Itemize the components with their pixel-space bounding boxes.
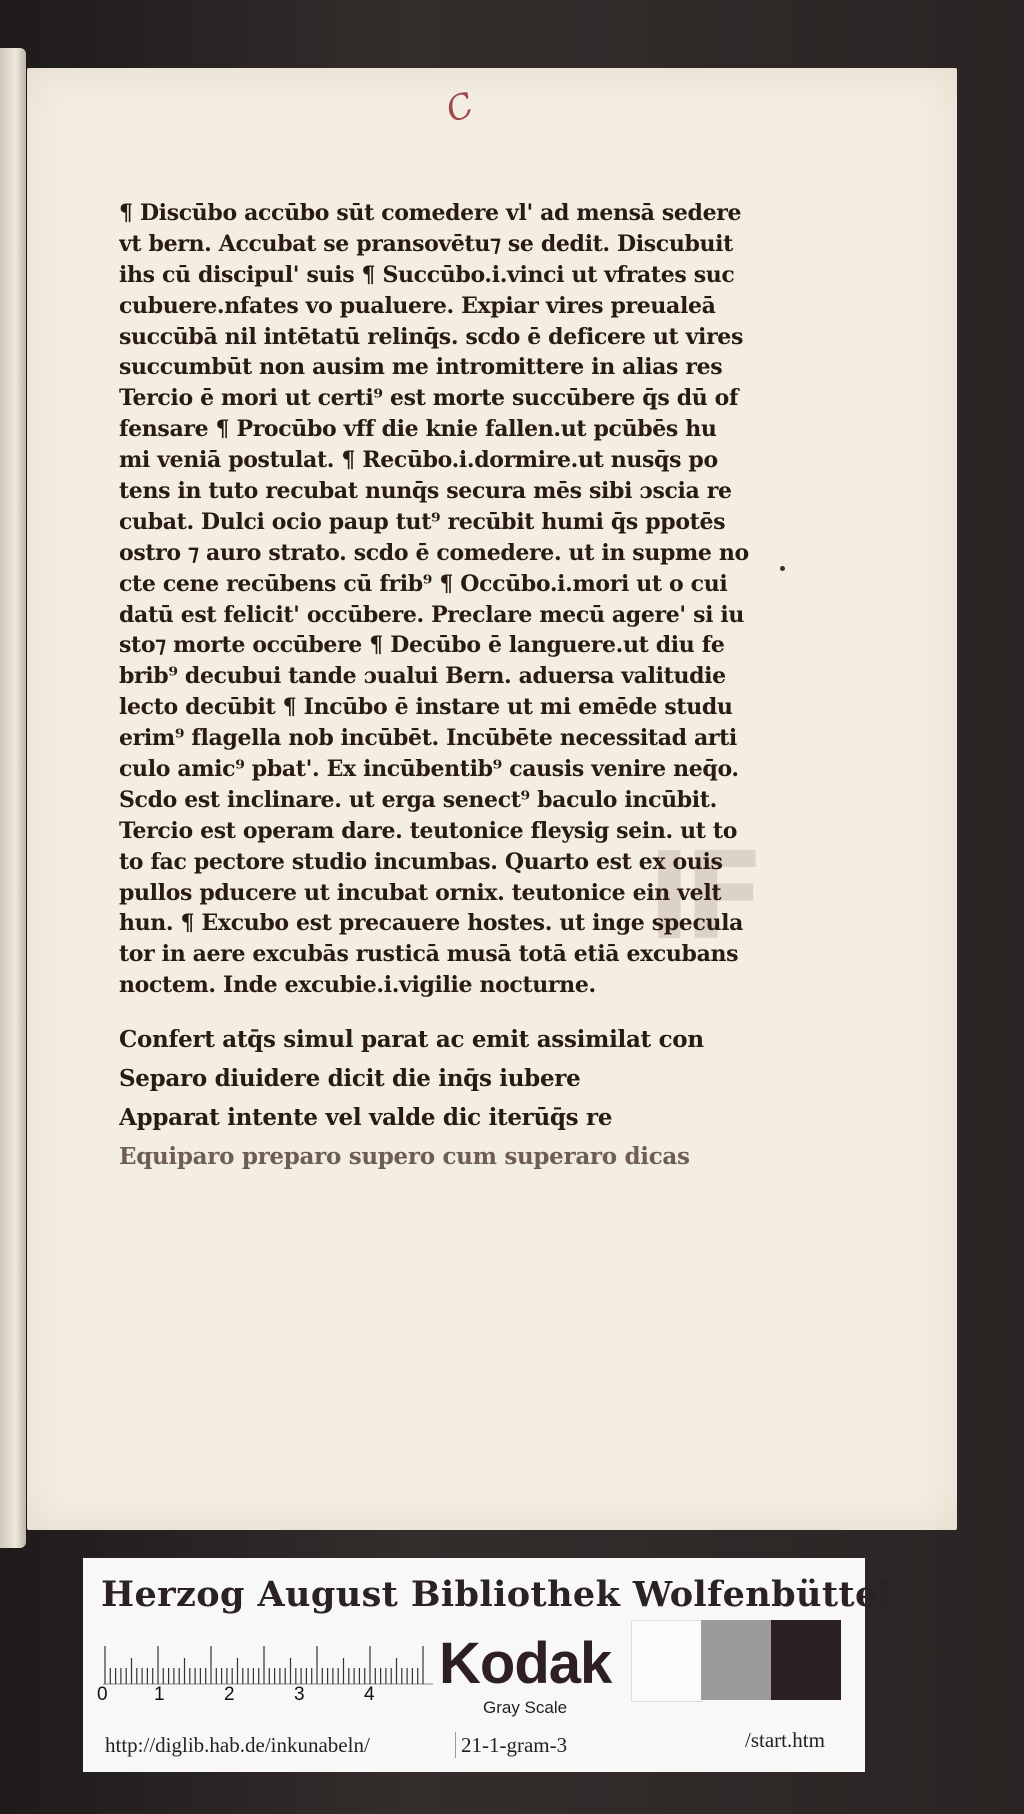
ink-speck [780,566,785,571]
text-line: Tercio est operam dare. teutonice fleysig sein. ut to [119,817,738,844]
url-divider [455,1732,456,1758]
black-patch [771,1620,841,1700]
ruler-number: 4 [364,1684,375,1705]
folio-mark: C [440,84,480,132]
verse-block [119,1020,759,1176]
kodak-logo: Kodak [439,1631,612,1696]
text-line: culo amic⁹ pbat'. Ex incūbentib⁹ causis venire neq̄o. [119,756,739,783]
text-line: brib⁹ decubui tande ɔualui Bern. aduersa valitudie [119,663,726,690]
text-line: lecto decūbit ¶ Incūbo ē instare ut mi emēde studu [119,694,733,721]
library-name: Herzog August Bibliothek Wolfenbüttel [101,1574,892,1615]
ruler-number: 1 [154,1684,165,1705]
text-line: tor in aere excubās rusticā musā totā etiā excubans [119,941,739,968]
text-line: cubuere.nfates vo pualuere. Expiar vires preualeā [119,292,716,319]
verse-line: Apparat intente vel valde dic iterūq̄s re [119,1104,613,1131]
ruler-numbers [97,1684,397,1708]
color-target-card [83,1558,892,1772]
text-line: hun. ¶ Excubo est precauere hostes. ut inge specula [119,910,744,937]
verse-line: Separo diuidere dicit die inq̄s iubere [119,1065,581,1092]
ruler-scale [103,1633,433,1685]
ruler-number: 3 [294,1684,305,1705]
text-line: Tercio ē mori ut certi⁹ est morte succūbere q̄s dū of [119,385,739,412]
gray-patch [701,1620,771,1700]
verse-line: Equiparo preparo supero cum superaro dicas [119,1143,690,1170]
archive-url: http://diglib.hab.de/inkunabeln/ [105,1733,370,1757]
text-line: succumbūt non ausim me intromittere in alias res [119,354,723,381]
white-patch [631,1620,703,1702]
adjacent-page-edge [0,48,26,1548]
text-line: fensare ¶ Procūbo vff die knie fallen.ut pcūbēs hu [119,416,717,443]
text-line: vt bern. Accubat se pransovētu⁊ se dedit. Discubuit [119,230,733,257]
ruler-number: 2 [224,1684,235,1705]
text-line: ihs cū discipul' suis ¶ Succūbo.i.vinci ut vfrates suc [119,261,735,288]
text-line: cubat. Dulci ocio paup tut⁹ recūbit humi q̄s ppotēs [119,508,726,535]
text-line: ¶ Discūbo accūbo sūt comedere vl' ad mensā sedere [119,200,742,226]
start-page-path: /start.htm [745,1728,825,1752]
text-line: cte cene recūbens cū frib⁹ ¶ Occūbo.i.mori ut o cui [119,570,728,597]
text-line: ostro ⁊ auro strato. scdo ē comedere. ut in supme no [119,539,749,566]
text-line: tens in tuto recubat nunq̄s secura mēs sibi ɔscia re [119,478,732,505]
text-line: Scdo est inclinare. ut erga senect⁹ baculo incūbit. [119,786,717,813]
shelf-signature: 21-1-gram-3 [461,1733,568,1757]
text-line: mi veniā postulat. ¶ Recūbo.i.dormire.ut nusq̄s po [119,447,718,474]
gloss-text-block [119,198,769,1001]
text-line: datū est felicit' occūbere. Preclare mecū agere' si iu [119,601,745,628]
text-line: erim⁹ flagella nob incūbēt. Incūbēte necessitad arti [119,725,737,752]
ruler-number: 0 [97,1684,108,1705]
gray-scale-label: Gray Scale [483,1698,568,1717]
text-line: succūbā nil intētatū relinq̄s. scdo ē deficere ut vires [119,323,743,350]
text-line: sto⁊ morte occūbere ¶ Decūbo ē languere.ut diu fe [119,632,725,659]
manuscript-page [27,68,957,1530]
show-through-ink: IF [647,828,758,967]
text-line: noctem. Inde excubie.i.vigilie nocturne. [119,972,596,999]
text-line: pullos pducere ut incubat ornix. teutonice ein velt [119,879,722,906]
text-line: to fac pectore studio incumbas. Quarto est ex ouis [119,848,723,875]
verse-line: Confert atq̄s simul parat ac emit assimilat con [119,1026,704,1053]
